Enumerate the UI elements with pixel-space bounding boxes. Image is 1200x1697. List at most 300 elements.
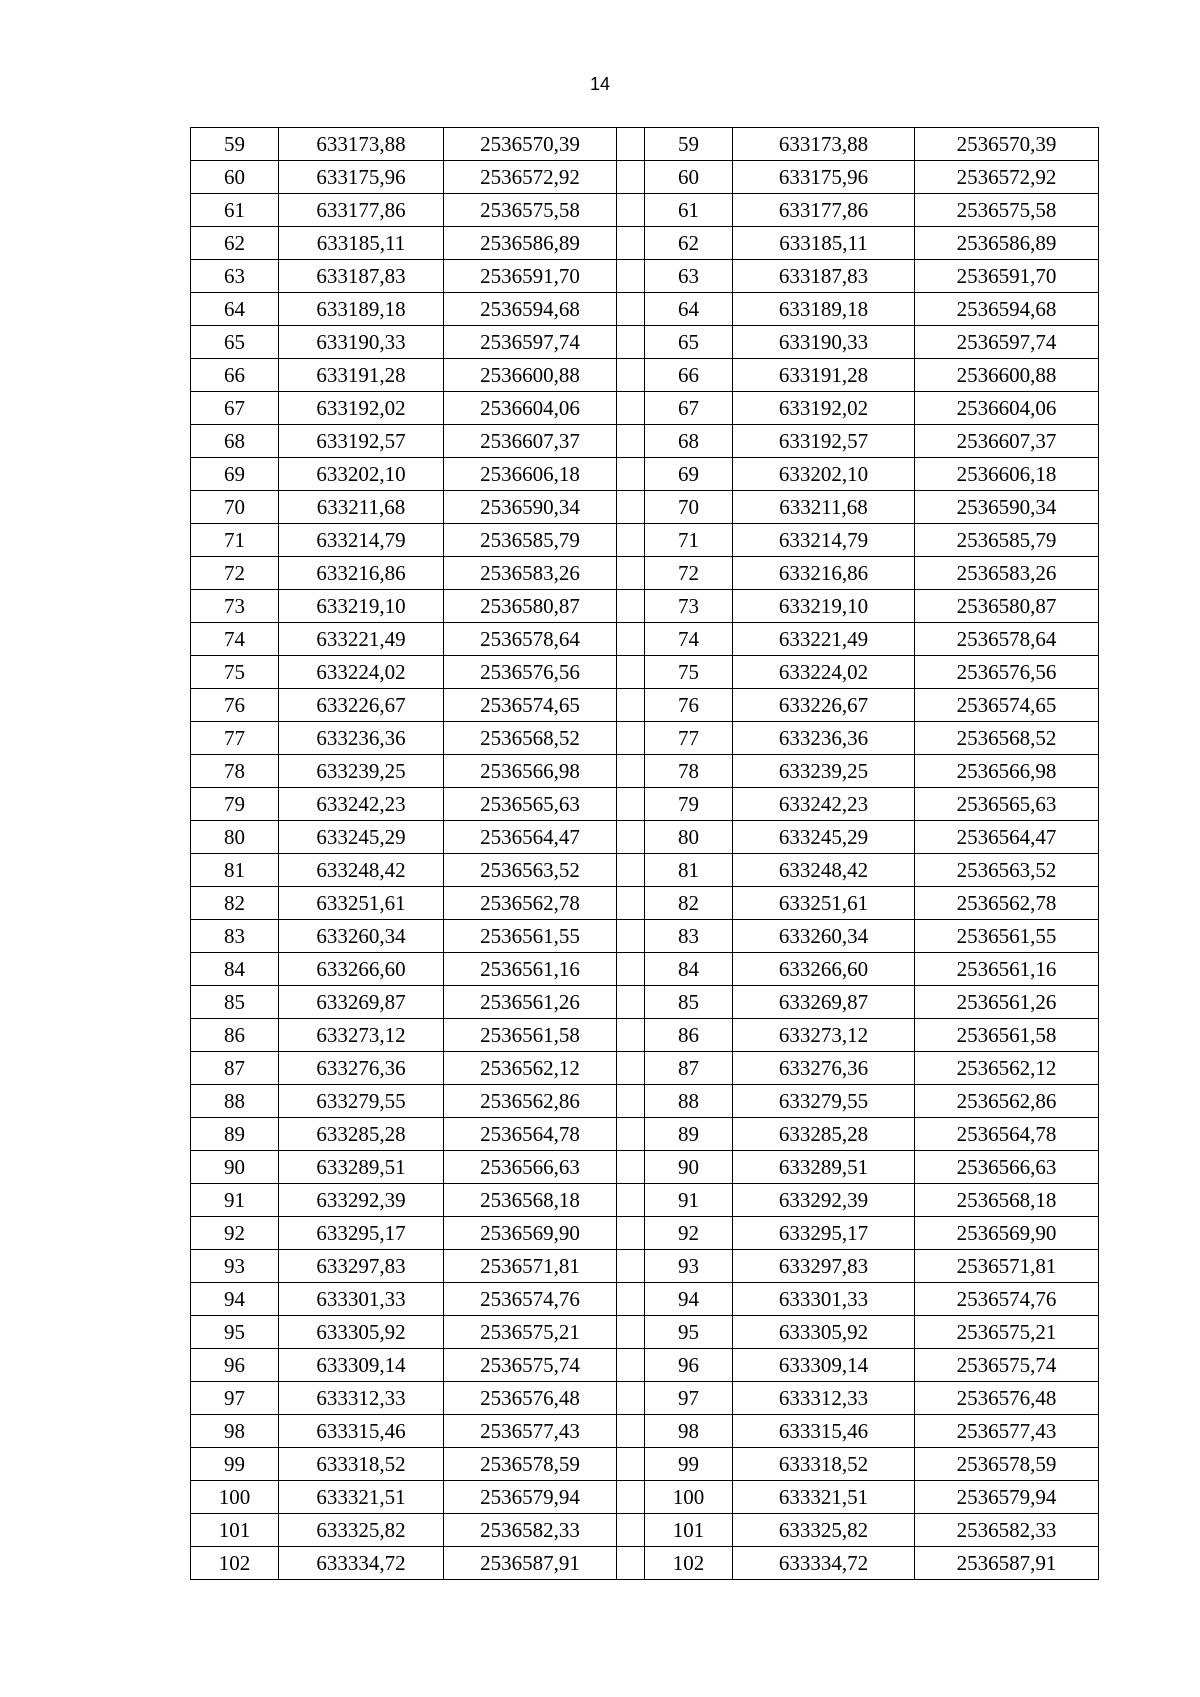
empty-gap-cell [617,1349,645,1382]
empty-gap-cell [617,161,645,194]
x-coordinate-cell: 633192,02 [279,392,444,425]
y-coordinate-cell: 2536561,55 [444,920,617,953]
empty-gap-cell [617,1514,645,1547]
x-coordinate-cell: 633202,10 [733,458,915,491]
table-row [191,524,1099,557]
x-coordinate-cell: 633236,36 [733,722,915,755]
x-coordinate-cell: 633334,72 [279,1547,444,1580]
y-coordinate-cell: 2536606,18 [444,458,617,491]
x-coordinate-cell: 633315,46 [733,1415,915,1448]
y-coordinate-cell: 2536563,52 [915,854,1099,887]
x-coordinate-cell: 633221,49 [279,623,444,656]
empty-gap-cell [617,755,645,788]
x-coordinate-cell: 633276,36 [279,1052,444,1085]
x-coordinate-cell: 633285,28 [733,1118,915,1151]
table-row [191,1250,1099,1283]
point-number-cell: 83 [191,920,279,953]
y-coordinate-cell: 2536583,26 [915,557,1099,590]
point-number-cell: 92 [191,1217,279,1250]
empty-gap-cell [617,722,645,755]
y-coordinate-cell: 2536607,37 [915,425,1099,458]
y-coordinate-cell: 2536579,94 [444,1481,617,1514]
x-coordinate-cell: 633305,92 [279,1316,444,1349]
table-row [191,1283,1099,1316]
y-coordinate-cell: 2536577,43 [915,1415,1099,1448]
point-number-cell: 101 [191,1514,279,1547]
point-number-cell: 81 [191,854,279,887]
y-coordinate-cell: 2536582,33 [915,1514,1099,1547]
empty-gap-cell [617,128,645,161]
point-number-cell: 70 [191,491,279,524]
coordinates-table-body [191,128,1099,1580]
x-coordinate-cell: 633260,34 [733,920,915,953]
x-coordinate-cell: 633248,42 [279,854,444,887]
y-coordinate-cell: 2536579,94 [915,1481,1099,1514]
empty-gap-cell [617,920,645,953]
y-coordinate-cell: 2536590,34 [444,491,617,524]
x-coordinate-cell: 633321,51 [279,1481,444,1514]
point-number-cell: 97 [191,1382,279,1415]
table-row [191,722,1099,755]
point-number-cell: 85 [645,986,733,1019]
point-number-cell: 78 [191,755,279,788]
point-number-cell: 65 [191,326,279,359]
y-coordinate-cell: 2536575,21 [915,1316,1099,1349]
y-coordinate-cell: 2536576,48 [915,1382,1099,1415]
empty-gap-cell [617,1382,645,1415]
y-coordinate-cell: 2536572,92 [444,161,617,194]
x-coordinate-cell: 633239,25 [733,755,915,788]
table-row [191,1514,1099,1547]
x-coordinate-cell: 633279,55 [279,1085,444,1118]
point-number-cell: 83 [645,920,733,953]
x-coordinate-cell: 633312,33 [279,1382,444,1415]
point-number-cell: 93 [645,1250,733,1283]
point-number-cell: 68 [191,425,279,458]
empty-gap-cell [617,326,645,359]
empty-gap-cell [617,1052,645,1085]
table-row [191,590,1099,623]
x-coordinate-cell: 633216,86 [733,557,915,590]
point-number-cell: 96 [191,1349,279,1382]
empty-gap-cell [617,623,645,656]
y-coordinate-cell: 2536566,98 [915,755,1099,788]
point-number-cell: 89 [191,1118,279,1151]
point-number-cell: 77 [191,722,279,755]
point-number-cell: 74 [645,623,733,656]
empty-gap-cell [617,557,645,590]
x-coordinate-cell: 633309,14 [733,1349,915,1382]
x-coordinate-cell: 633187,83 [733,260,915,293]
x-coordinate-cell: 633219,10 [733,590,915,623]
point-number-cell: 100 [191,1481,279,1514]
table-row [191,326,1099,359]
table-row [191,1316,1099,1349]
point-number-cell: 88 [645,1085,733,1118]
x-coordinate-cell: 633190,33 [733,326,915,359]
point-number-cell: 70 [645,491,733,524]
y-coordinate-cell: 2536575,58 [444,194,617,227]
empty-gap-cell [617,821,645,854]
table-row [191,260,1099,293]
point-number-cell: 98 [191,1415,279,1448]
x-coordinate-cell: 633266,60 [733,953,915,986]
x-coordinate-cell: 633297,83 [733,1250,915,1283]
empty-gap-cell [617,359,645,392]
table-row [191,392,1099,425]
coordinates-table [190,127,1099,1580]
y-coordinate-cell: 2536562,78 [444,887,617,920]
x-coordinate-cell: 633226,67 [733,689,915,722]
y-coordinate-cell: 2536574,76 [444,1283,617,1316]
x-coordinate-cell: 633289,51 [733,1151,915,1184]
x-coordinate-cell: 633251,61 [279,887,444,920]
y-coordinate-cell: 2536569,90 [444,1217,617,1250]
table-row [191,953,1099,986]
point-number-cell: 88 [191,1085,279,1118]
y-coordinate-cell: 2536564,78 [444,1118,617,1151]
table-row [191,1151,1099,1184]
x-coordinate-cell: 633219,10 [279,590,444,623]
point-number-cell: 90 [191,1151,279,1184]
empty-gap-cell [617,227,645,260]
point-number-cell: 67 [191,392,279,425]
point-number-cell: 94 [191,1283,279,1316]
point-number-cell: 66 [645,359,733,392]
table-row [191,689,1099,722]
y-coordinate-cell: 2536562,86 [915,1085,1099,1118]
y-coordinate-cell: 2536600,88 [915,359,1099,392]
empty-gap-cell [617,788,645,821]
y-coordinate-cell: 2536561,16 [444,953,617,986]
point-number-cell: 64 [191,293,279,326]
empty-gap-cell [617,1547,645,1580]
empty-gap-cell [617,425,645,458]
x-coordinate-cell: 633236,36 [279,722,444,755]
point-number-cell: 61 [645,194,733,227]
point-number-cell: 71 [645,524,733,557]
y-coordinate-cell: 2536578,64 [915,623,1099,656]
table-row [191,1118,1099,1151]
x-coordinate-cell: 633273,12 [279,1019,444,1052]
point-number-cell: 102 [645,1547,733,1580]
y-coordinate-cell: 2536561,16 [915,953,1099,986]
x-coordinate-cell: 633177,86 [733,194,915,227]
empty-gap-cell [617,854,645,887]
empty-gap-cell [617,1481,645,1514]
x-coordinate-cell: 633318,52 [733,1448,915,1481]
point-number-cell: 99 [191,1448,279,1481]
y-coordinate-cell: 2536566,63 [915,1151,1099,1184]
y-coordinate-cell: 2536587,91 [915,1547,1099,1580]
point-number-cell: 74 [191,623,279,656]
point-number-cell: 99 [645,1448,733,1481]
x-coordinate-cell: 633192,02 [733,392,915,425]
table-row [191,1415,1099,1448]
y-coordinate-cell: 2536561,55 [915,920,1099,953]
y-coordinate-cell: 2536591,70 [444,260,617,293]
point-number-cell: 100 [645,1481,733,1514]
x-coordinate-cell: 633177,86 [279,194,444,227]
point-number-cell: 66 [191,359,279,392]
empty-gap-cell [617,1283,645,1316]
table-row [191,491,1099,524]
y-coordinate-cell: 2536562,12 [444,1052,617,1085]
point-number-cell: 62 [645,227,733,260]
empty-gap-cell [617,194,645,227]
y-coordinate-cell: 2536562,12 [915,1052,1099,1085]
point-number-cell: 76 [191,689,279,722]
x-coordinate-cell: 633269,87 [279,986,444,1019]
x-coordinate-cell: 633202,10 [279,458,444,491]
point-number-cell: 61 [191,194,279,227]
x-coordinate-cell: 633224,02 [279,656,444,689]
point-number-cell: 69 [191,458,279,491]
x-coordinate-cell: 633175,96 [733,161,915,194]
empty-gap-cell [617,1415,645,1448]
empty-gap-cell [617,1448,645,1481]
empty-gap-cell [617,887,645,920]
point-number-cell: 91 [645,1184,733,1217]
x-coordinate-cell: 633185,11 [279,227,444,260]
x-coordinate-cell: 633242,23 [279,788,444,821]
table-row [191,1481,1099,1514]
empty-gap-cell [617,1316,645,1349]
point-number-cell: 102 [191,1547,279,1580]
y-coordinate-cell: 2536591,70 [915,260,1099,293]
y-coordinate-cell: 2536583,26 [444,557,617,590]
point-number-cell: 63 [645,260,733,293]
y-coordinate-cell: 2536578,59 [444,1448,617,1481]
point-number-cell: 97 [645,1382,733,1415]
x-coordinate-cell: 633297,83 [279,1250,444,1283]
y-coordinate-cell: 2536577,43 [444,1415,617,1448]
y-coordinate-cell: 2536587,91 [444,1547,617,1580]
table-row [191,458,1099,491]
table-row [191,1085,1099,1118]
point-number-cell: 94 [645,1283,733,1316]
x-coordinate-cell: 633292,39 [733,1184,915,1217]
empty-gap-cell [617,491,645,524]
y-coordinate-cell: 2536566,63 [444,1151,617,1184]
y-coordinate-cell: 2536578,64 [444,623,617,656]
y-coordinate-cell: 2536565,63 [915,788,1099,821]
table-row [191,986,1099,1019]
y-coordinate-cell: 2536575,74 [915,1349,1099,1382]
table-row [191,1547,1099,1580]
y-coordinate-cell: 2536572,92 [915,161,1099,194]
y-coordinate-cell: 2536562,78 [915,887,1099,920]
point-number-cell: 90 [645,1151,733,1184]
table-row [191,1052,1099,1085]
y-coordinate-cell: 2536564,47 [915,821,1099,854]
point-number-cell: 95 [191,1316,279,1349]
y-coordinate-cell: 2536563,52 [444,854,617,887]
table-row [191,128,1099,161]
table-row [191,854,1099,887]
x-coordinate-cell: 633211,68 [279,491,444,524]
x-coordinate-cell: 633248,42 [733,854,915,887]
empty-gap-cell [617,392,645,425]
empty-gap-cell [617,656,645,689]
x-coordinate-cell: 633309,14 [279,1349,444,1382]
point-number-cell: 72 [645,557,733,590]
y-coordinate-cell: 2536585,79 [444,524,617,557]
x-coordinate-cell: 633191,28 [279,359,444,392]
point-number-cell: 96 [645,1349,733,1382]
table-row [191,557,1099,590]
table-row [191,1217,1099,1250]
point-number-cell: 79 [645,788,733,821]
empty-gap-cell [617,293,645,326]
x-coordinate-cell: 633226,67 [279,689,444,722]
x-coordinate-cell: 633334,72 [733,1547,915,1580]
point-number-cell: 60 [645,161,733,194]
empty-gap-cell [617,524,645,557]
table-row [191,1349,1099,1382]
y-coordinate-cell: 2536597,74 [444,326,617,359]
x-coordinate-cell: 633214,79 [279,524,444,557]
y-coordinate-cell: 2536590,34 [915,491,1099,524]
y-coordinate-cell: 2536561,26 [915,986,1099,1019]
table-row [191,821,1099,854]
y-coordinate-cell: 2536574,65 [915,689,1099,722]
table-row [191,194,1099,227]
x-coordinate-cell: 633191,28 [733,359,915,392]
y-coordinate-cell: 2536582,33 [444,1514,617,1547]
y-coordinate-cell: 2536561,58 [444,1019,617,1052]
x-coordinate-cell: 633192,57 [279,425,444,458]
empty-gap-cell [617,1019,645,1052]
x-coordinate-cell: 633305,92 [733,1316,915,1349]
x-coordinate-cell: 633312,33 [733,1382,915,1415]
point-number-cell: 67 [645,392,733,425]
y-coordinate-cell: 2536580,87 [915,590,1099,623]
table-row [191,788,1099,821]
y-coordinate-cell: 2536568,18 [915,1184,1099,1217]
x-coordinate-cell: 633224,02 [733,656,915,689]
x-coordinate-cell: 633279,55 [733,1085,915,1118]
y-coordinate-cell: 2536597,74 [915,326,1099,359]
empty-gap-cell [617,590,645,623]
y-coordinate-cell: 2536585,79 [915,524,1099,557]
x-coordinate-cell: 633318,52 [279,1448,444,1481]
x-coordinate-cell: 633239,25 [279,755,444,788]
point-number-cell: 87 [645,1052,733,1085]
point-number-cell: 76 [645,689,733,722]
y-coordinate-cell: 2536571,81 [915,1250,1099,1283]
x-coordinate-cell: 633189,18 [279,293,444,326]
y-coordinate-cell: 2536574,76 [915,1283,1099,1316]
point-number-cell: 73 [645,590,733,623]
empty-gap-cell [617,986,645,1019]
empty-gap-cell [617,1217,645,1250]
x-coordinate-cell: 633216,86 [279,557,444,590]
point-number-cell: 98 [645,1415,733,1448]
table-row [191,656,1099,689]
y-coordinate-cell: 2536575,74 [444,1349,617,1382]
y-coordinate-cell: 2536565,63 [444,788,617,821]
empty-gap-cell [617,1118,645,1151]
x-coordinate-cell: 633185,11 [733,227,915,260]
point-number-cell: 71 [191,524,279,557]
x-coordinate-cell: 633245,29 [733,821,915,854]
y-coordinate-cell: 2536561,58 [915,1019,1099,1052]
y-coordinate-cell: 2536607,37 [444,425,617,458]
x-coordinate-cell: 633295,17 [279,1217,444,1250]
x-coordinate-cell: 633187,83 [279,260,444,293]
point-number-cell: 59 [645,128,733,161]
y-coordinate-cell: 2536600,88 [444,359,617,392]
point-number-cell: 84 [191,953,279,986]
x-coordinate-cell: 633325,82 [279,1514,444,1547]
point-number-cell: 65 [645,326,733,359]
empty-gap-cell [617,1250,645,1283]
table-row [191,425,1099,458]
x-coordinate-cell: 633321,51 [733,1481,915,1514]
y-coordinate-cell: 2536576,48 [444,1382,617,1415]
point-number-cell: 81 [645,854,733,887]
point-number-cell: 89 [645,1118,733,1151]
y-coordinate-cell: 2536606,18 [915,458,1099,491]
point-number-cell: 68 [645,425,733,458]
table-row [191,1448,1099,1481]
empty-gap-cell [617,458,645,491]
point-number-cell: 92 [645,1217,733,1250]
y-coordinate-cell: 2536586,89 [915,227,1099,260]
point-number-cell: 86 [191,1019,279,1052]
x-coordinate-cell: 633269,87 [733,986,915,1019]
point-number-cell: 75 [645,656,733,689]
point-number-cell: 64 [645,293,733,326]
y-coordinate-cell: 2536564,78 [915,1118,1099,1151]
y-coordinate-cell: 2536562,86 [444,1085,617,1118]
x-coordinate-cell: 633285,28 [279,1118,444,1151]
x-coordinate-cell: 633245,29 [279,821,444,854]
point-number-cell: 80 [645,821,733,854]
y-coordinate-cell: 2536568,18 [444,1184,617,1217]
point-number-cell: 86 [645,1019,733,1052]
y-coordinate-cell: 2536578,59 [915,1448,1099,1481]
point-number-cell: 91 [191,1184,279,1217]
x-coordinate-cell: 633315,46 [279,1415,444,1448]
y-coordinate-cell: 2536564,47 [444,821,617,854]
x-coordinate-cell: 633289,51 [279,1151,444,1184]
x-coordinate-cell: 633192,57 [733,425,915,458]
point-number-cell: 79 [191,788,279,821]
table-row [191,755,1099,788]
point-number-cell: 95 [645,1316,733,1349]
table-row [191,293,1099,326]
x-coordinate-cell: 633221,49 [733,623,915,656]
table-row [191,920,1099,953]
y-coordinate-cell: 2536561,26 [444,986,617,1019]
point-number-cell: 80 [191,821,279,854]
x-coordinate-cell: 633189,18 [733,293,915,326]
y-coordinate-cell: 2536574,65 [444,689,617,722]
x-coordinate-cell: 633211,68 [733,491,915,524]
point-number-cell: 63 [191,260,279,293]
x-coordinate-cell: 633276,36 [733,1052,915,1085]
y-coordinate-cell: 2536586,89 [444,227,617,260]
x-coordinate-cell: 633173,88 [733,128,915,161]
x-coordinate-cell: 633251,61 [733,887,915,920]
table-row [191,1019,1099,1052]
table-row [191,887,1099,920]
point-number-cell: 62 [191,227,279,260]
y-coordinate-cell: 2536570,39 [444,128,617,161]
x-coordinate-cell: 633292,39 [279,1184,444,1217]
